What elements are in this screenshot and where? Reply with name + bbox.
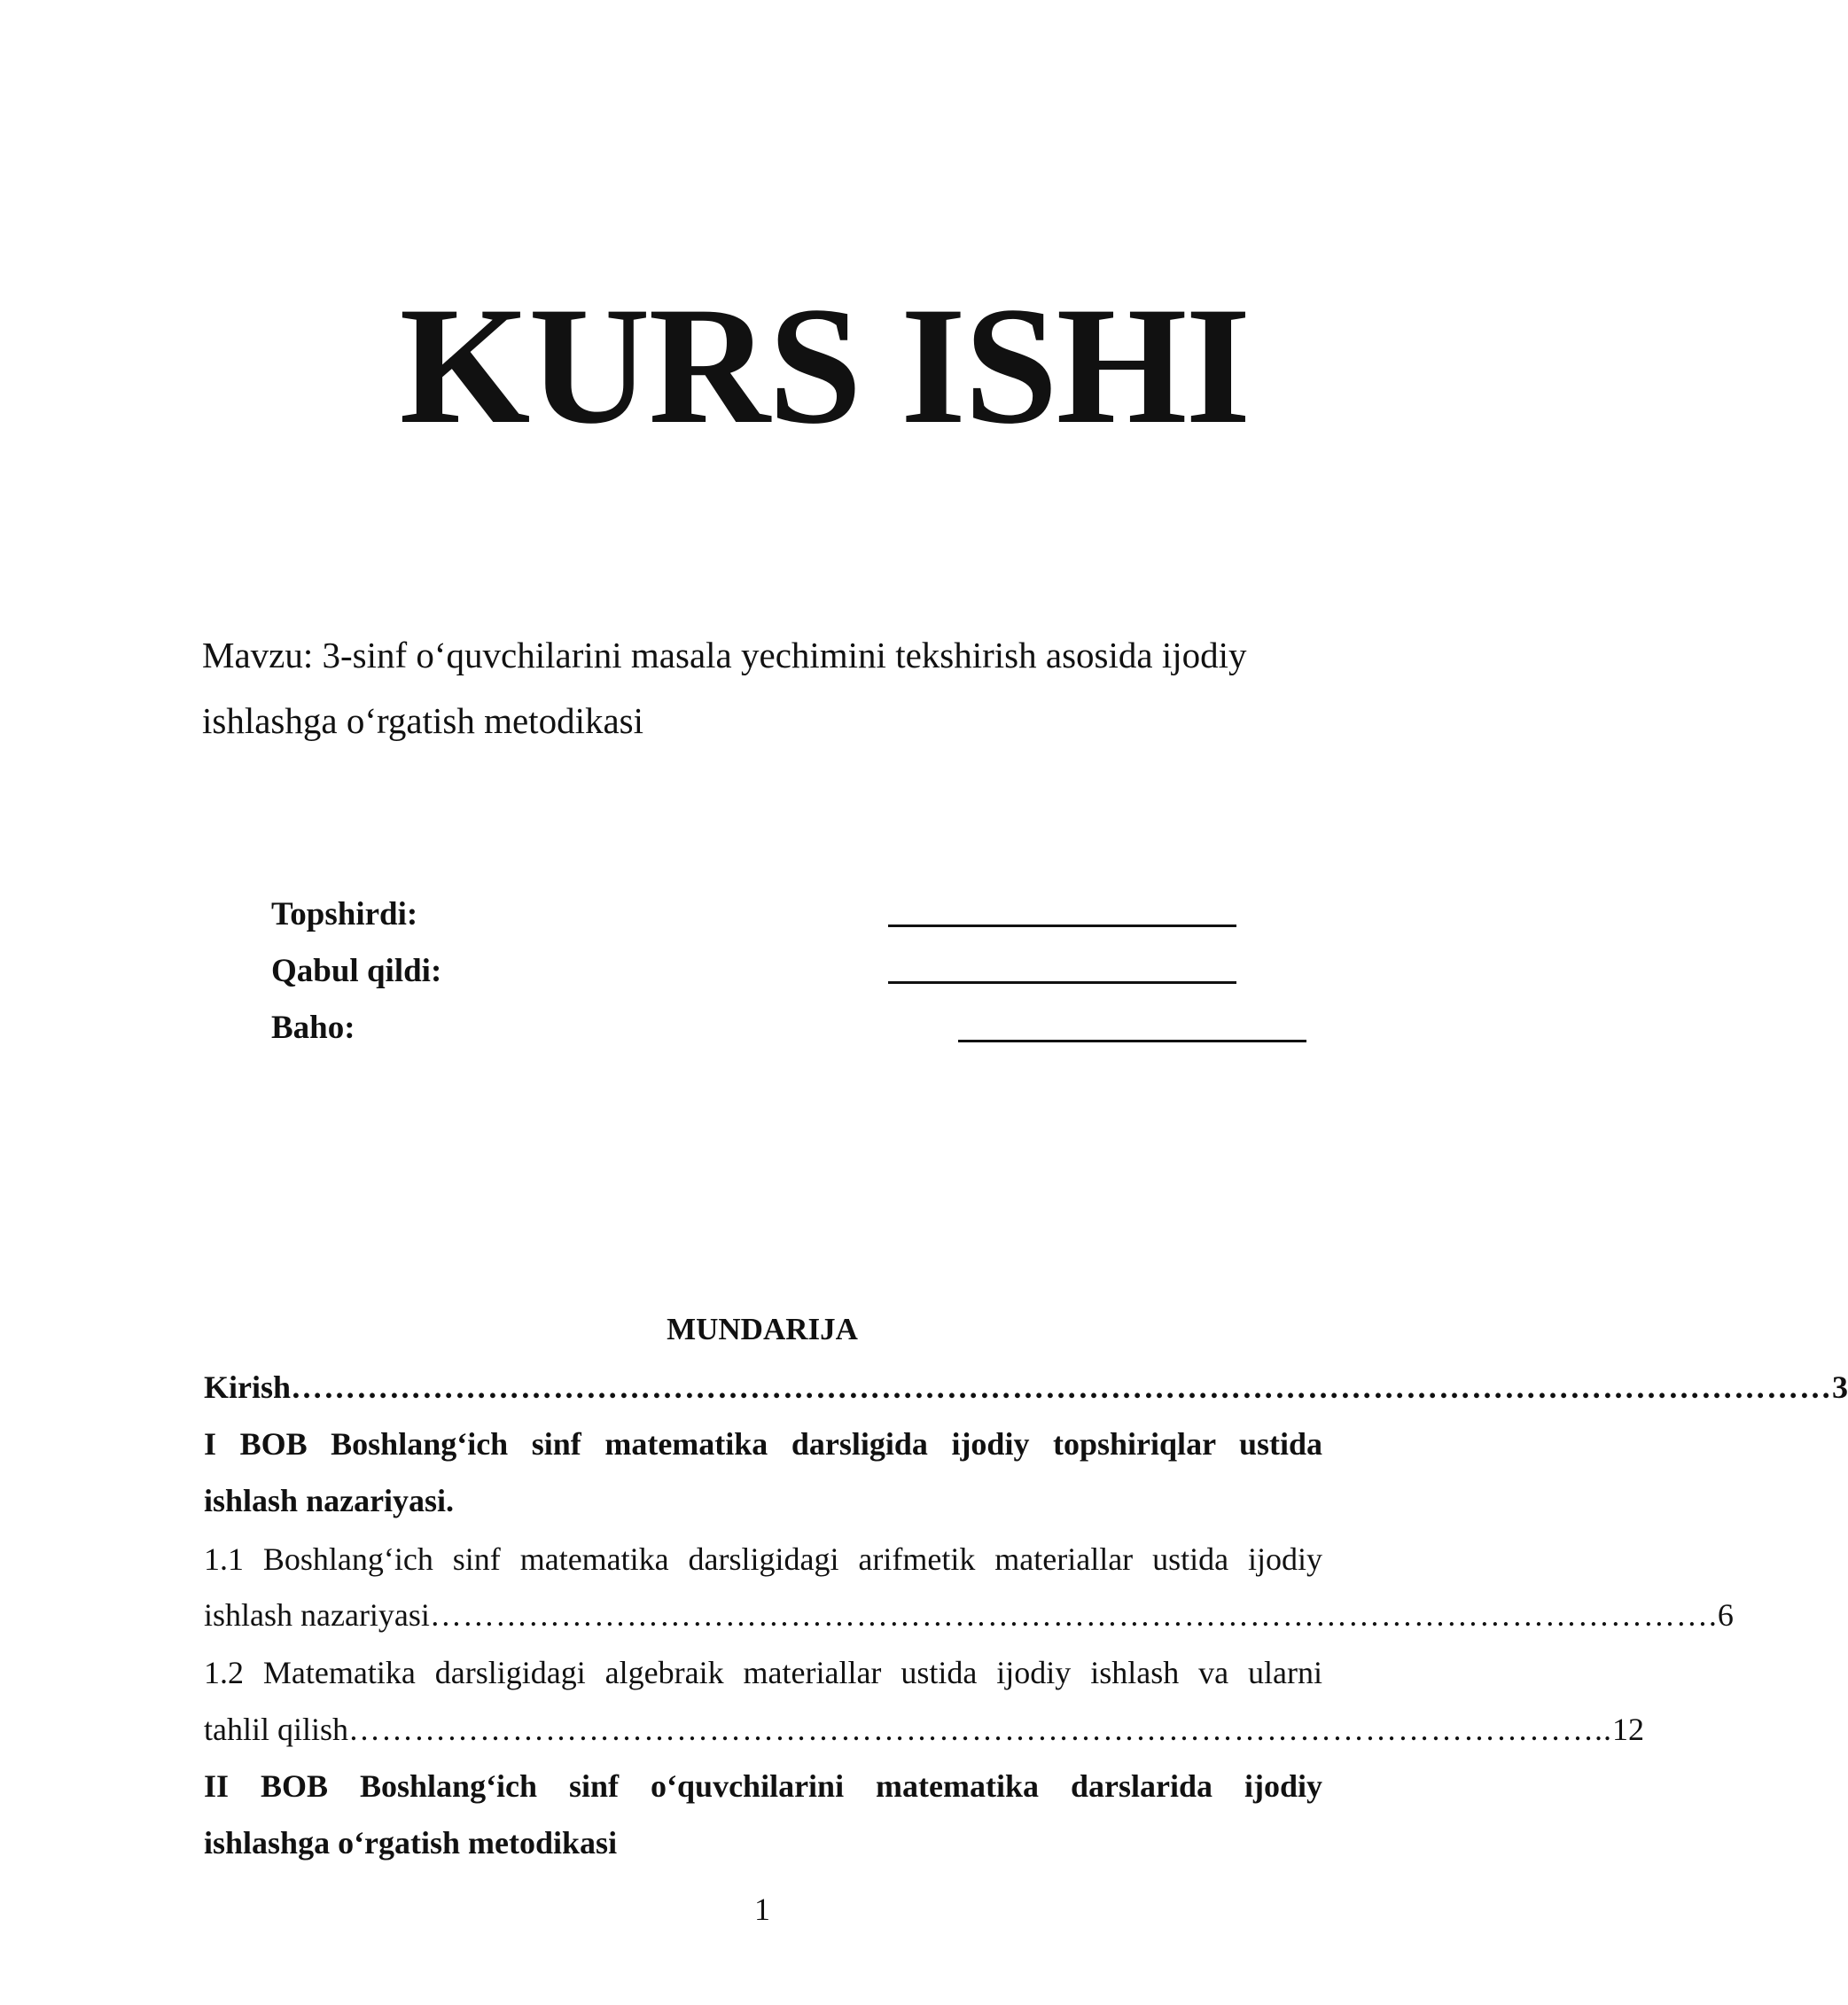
grade-label: Baho:: [271, 1010, 355, 1046]
submitted-signature-line: [888, 924, 1236, 927]
toc-chapter1-line2: ishlash nazariyasi.: [204, 1483, 455, 1518]
toc-chapter2-line2: ishlashga o‘rgatish metodikasi: [204, 1825, 618, 1861]
accepted-signature-line: [888, 981, 1236, 984]
submitted-label: Topshirdi:: [271, 896, 418, 932]
document-theme: [202, 622, 1323, 753]
document-title: KURS ISHI: [399, 273, 1250, 459]
toc-section-1-2-line2: [204, 1712, 1645, 1748]
toc-heading: MUNDARIJA: [667, 1312, 858, 1346]
toc-section-1-1-line1: 1.1 Boshlang‘ich sinf matematika darsligidagi arifmetik materiallar ustida ijodiy: [204, 1541, 1322, 1577]
toc-section-1-1-page: 6: [1717, 1597, 1734, 1633]
toc-section-1-1-leader: ……………………………………………………………………………………………………….: [429, 1597, 1718, 1633]
toc-section-1-1-label: ishlash nazariyasi: [204, 1597, 430, 1633]
toc-section-1-1-line2: [204, 1597, 1734, 1634]
theme-line-1: Mavzu: 3-sinf o‘quvchilarini masala yechimini tekshirish asosida ijodiy: [202, 635, 1247, 675]
toc-intro-page: 3: [1832, 1369, 1848, 1405]
toc-section-1-2-line1: 1.2 Matematika darsligidagi algebraik materiallar ustida ijodiy ishlash va ularni: [204, 1655, 1322, 1690]
toc-section-1-2-page: 12: [1612, 1712, 1645, 1747]
accepted-label: Qabul qildi:: [271, 953, 442, 989]
page-number: 1: [754, 1892, 770, 1927]
toc-chapter2-line1: II BOB Boshlang‘ich sinf o‘quvchilarini matematika darslarida ijodiy: [204, 1768, 1322, 1804]
toc-entry-intro: [204, 1369, 1848, 1406]
theme-line-2: ishlashga o‘rgatish metodikasi: [202, 700, 644, 741]
toc-intro-label: Kirish: [204, 1369, 292, 1405]
toc-intro-leader: ……………………………………………………………………………………………………………………………: [291, 1369, 1833, 1405]
toc-chapter1-line1: I BOB Boshlang‘ich sinf matematika darsligida ijodiy topshiriqlar ustida: [204, 1426, 1322, 1462]
grade-line: [958, 1040, 1306, 1042]
toc-section-1-2-label: tahlil qilish: [204, 1712, 349, 1747]
toc-section-1-2-leader: ……………………………………………………………………………………………………..: [348, 1712, 1613, 1747]
